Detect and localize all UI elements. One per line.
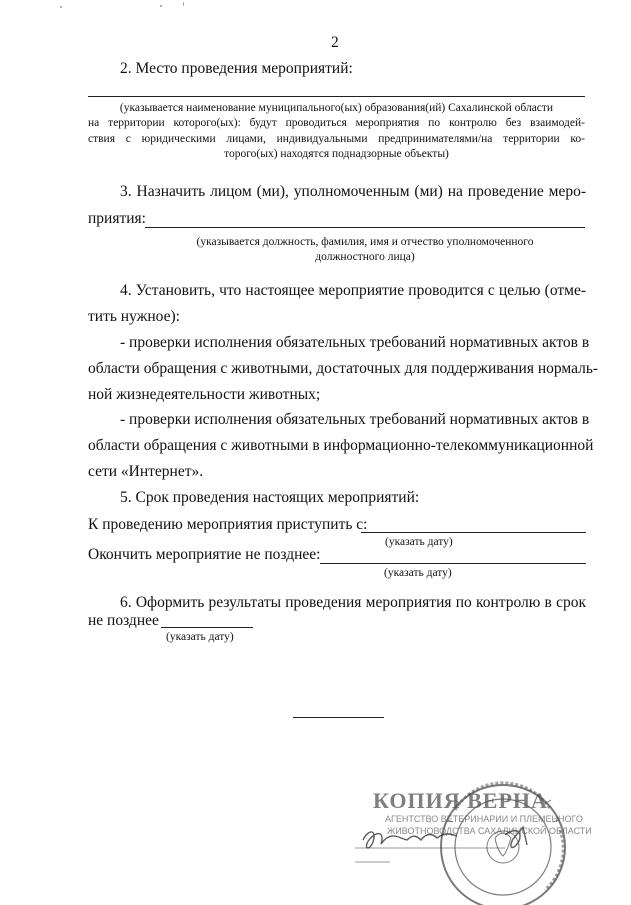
section-6-hint: (указать дату): [166, 631, 234, 643]
end-separator-line: [293, 717, 384, 718]
section-2-hint-line-2: на территории которого(ых): будут проводиться мероприятия по контролю без взаимодей-: [88, 117, 585, 129]
section-4-line-6: - проверки исполнения обязательных требований нормативных актов в: [120, 411, 590, 428]
stamp-title: КОПИЯ ВЕРНА: [373, 788, 548, 813]
end-date-label: Окончить мероприятие не позднее:: [88, 546, 321, 563]
section-2-hint-line-4: торого(ых) находятся поднадзорные объекты): [224, 148, 449, 160]
section-5-heading: 5. Срок проведения настоящих мероприятий:: [120, 489, 420, 506]
section-4-line-8: сети «Интернет».: [88, 463, 204, 480]
section-6-line-1: 6. Оформить результаты проведения мероприятия по контролю в срок: [120, 594, 586, 611]
section-2-heading: 2. Место проведения мероприятий:: [120, 60, 353, 77]
stamp-org-line-1: АГЕНТСТВО ВЕТЕРИНАРИИ И ПЛЕМЕННОГО: [385, 814, 583, 824]
certification-stamp: [355, 770, 631, 905]
section-4-line-1: 4. Установить, что настоящее мероприятие проводится с целью (отме-: [120, 282, 586, 299]
scan-speck: [160, 5, 162, 7]
start-date-fill-line: [361, 532, 586, 533]
end-date-hint: (указать дату): [384, 567, 452, 579]
section-2-hint-line-3: ствия с юридическими лицами, индивидуальными предпринимателями/на территории ко-: [88, 133, 585, 145]
section-4-line-3: - проверки исполнения обязательных требований нормативных актов в: [120, 334, 590, 351]
section-3-line-1: 3. Назначить лицом (ми), уполномоченным (ми) на проведение меро-: [120, 183, 586, 200]
page-number: 2: [331, 34, 339, 51]
section-2-hint-line-1: (указывается наименование муниципального(ых) образования(ий) Сахалинской области: [119, 102, 554, 114]
section-4-line-4: области обращения с животными, достаточных для поддерживания нормаль-: [88, 360, 599, 377]
start-date-label: К проведению мероприятия приступить с:: [88, 516, 368, 533]
section-6-fill-line: [161, 627, 253, 628]
section-4-line-7: области обращения с животными в информационно-телекоммуникационной: [88, 437, 594, 454]
section-3-hint-line-2: должностного лица): [315, 251, 415, 263]
section-3-line-2-label: приятия:: [88, 210, 146, 227]
section-3-hint-line-1: (указывается должность, фамилия, имя и отчество уполномоченного: [196, 236, 534, 248]
section-3-fill-line: [145, 227, 585, 228]
section-2-fill-line: [88, 96, 585, 97]
scan-speck: [183, 2, 184, 6]
start-date-hint: (указать дату): [385, 536, 453, 548]
section-4-line-5: ной жизнедеятельности животных;: [88, 386, 321, 403]
section-4-line-2: тить нужное):: [88, 308, 180, 325]
end-date-fill-line: [320, 563, 586, 564]
section-6-line-2: не позднее: [88, 612, 159, 629]
scan-speck: [60, 6, 62, 8]
stamp-org-line-2: ЖИВОТНОВОДСТВА САХАЛИНСКОЙ ОБЛАСТИ: [387, 826, 592, 836]
